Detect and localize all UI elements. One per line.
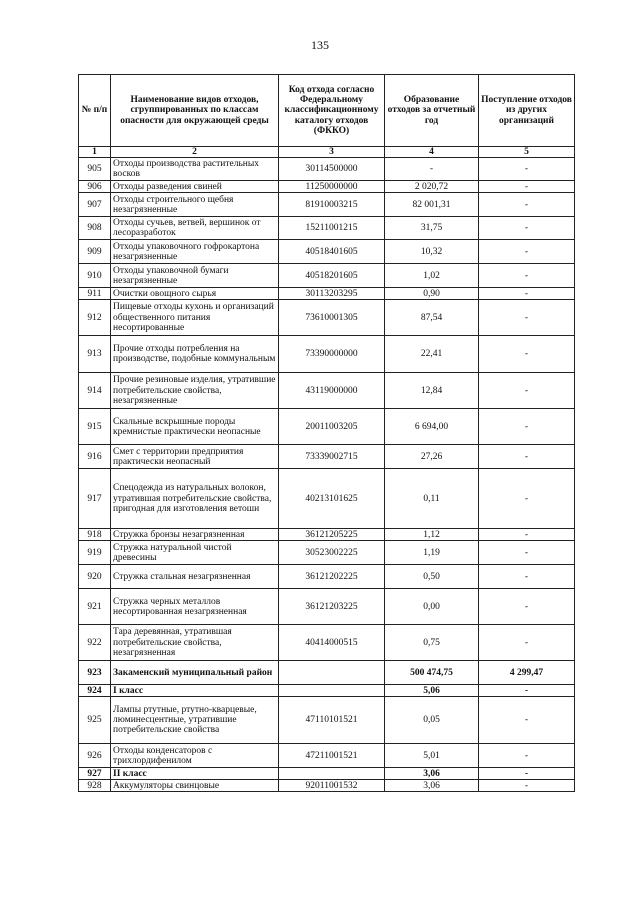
- table-row: [79, 697, 575, 744]
- row-number: 923: [79, 661, 111, 685]
- waste-name: Аккумуляторы свинцовые: [111, 780, 279, 792]
- waste-code: 40518201605: [279, 264, 385, 288]
- table-row: [79, 336, 575, 373]
- header-code: Код отхода согласно Федеральному классификационному каталогу отходов (ФККО): [279, 75, 385, 147]
- formed-amount: 0,11: [385, 469, 479, 529]
- row-number: 922: [79, 625, 111, 661]
- waste-name: Отходы строительного щебня незагрязненные: [111, 193, 279, 217]
- row-number: 907: [79, 193, 111, 217]
- row-number: 912: [79, 300, 111, 336]
- received-amount: -: [479, 158, 575, 181]
- waste-name: Тара деревянная, утратившая потребительские свойства, незагрязненная: [111, 625, 279, 661]
- header-received: Поступление отходов из других организаций: [479, 75, 575, 147]
- table-row: [79, 529, 575, 541]
- waste-code: 81910003215: [279, 193, 385, 217]
- waste-name: Закаменский муниципальный район: [111, 661, 279, 685]
- received-amount: -: [479, 529, 575, 541]
- waste-code: 40414000515: [279, 625, 385, 661]
- header-formed: Образование отходов за отчетный год: [385, 75, 479, 147]
- formed-amount: 12,84: [385, 373, 479, 409]
- waste-code: 73610001305: [279, 300, 385, 336]
- waste-name: Пищевые отходы кухонь и организаций общественного питания несортированные: [111, 300, 279, 336]
- waste-code: [279, 685, 385, 697]
- formed-amount: -: [385, 158, 479, 181]
- received-amount: -: [479, 300, 575, 336]
- waste-name: Стружка стальная незагрязненная: [111, 565, 279, 589]
- waste-code: 73390000000: [279, 336, 385, 373]
- waste-code: 30114500000: [279, 158, 385, 181]
- waste-code: 92011001532: [279, 780, 385, 792]
- formed-amount: 0,05: [385, 697, 479, 744]
- received-amount: -: [479, 780, 575, 792]
- table-row: [79, 181, 575, 193]
- waste-code: 40213101625: [279, 469, 385, 529]
- waste-code: 11250000000: [279, 181, 385, 193]
- waste-code: [279, 661, 385, 685]
- received-amount: -: [479, 193, 575, 217]
- waste-name: Очистки овощного сырья: [111, 288, 279, 300]
- table-row: [79, 625, 575, 661]
- row-number: 909: [79, 240, 111, 264]
- header-num: № п/п: [79, 75, 111, 147]
- waste-name: Отходы производства растительных восков: [111, 158, 279, 181]
- formed-amount: 5,01: [385, 744, 479, 768]
- waste-name: Отходы упаковочной бумаги незагрязненные: [111, 264, 279, 288]
- formed-amount: 1,19: [385, 541, 479, 565]
- waste-code: 36121203225: [279, 589, 385, 625]
- table-row: [79, 409, 575, 445]
- received-amount: -: [479, 409, 575, 445]
- page-number: 135: [311, 38, 329, 52]
- row-number: 917: [79, 469, 111, 529]
- received-amount: -: [479, 744, 575, 768]
- column-number: 1: [79, 147, 111, 158]
- waste-name: Стружка натуральной чистой древесины: [111, 541, 279, 565]
- column-number: 4: [385, 147, 479, 158]
- table-row: [79, 288, 575, 300]
- column-number: 5: [479, 147, 575, 158]
- received-amount: -: [479, 589, 575, 625]
- received-amount: -: [479, 217, 575, 240]
- row-number: 926: [79, 744, 111, 768]
- received-amount: -: [479, 685, 575, 697]
- received-amount: -: [479, 373, 575, 409]
- row-number: 915: [79, 409, 111, 445]
- formed-amount: 3,06: [385, 768, 479, 780]
- row-number: 913: [79, 336, 111, 373]
- formed-amount: 1,02: [385, 264, 479, 288]
- row-number: 908: [79, 217, 111, 240]
- row-number: 927: [79, 768, 111, 780]
- table-row: [79, 264, 575, 288]
- waste-code: 15211001215: [279, 217, 385, 240]
- received-amount: -: [479, 264, 575, 288]
- waste-name: Прочие резиновые изделия, утратившие потребительские свойства, незагрязненные: [111, 373, 279, 409]
- formed-amount: 6 694,00: [385, 409, 479, 445]
- waste-name: Отходы сучьев, ветвей, вершинок от лесоразработок: [111, 217, 279, 240]
- waste-name: Скальные вскрышные породы кремнистые практически неопасные: [111, 409, 279, 445]
- column-number: 3: [279, 147, 385, 158]
- row-number: 925: [79, 697, 111, 744]
- formed-amount: 87,54: [385, 300, 479, 336]
- waste-name: II класс: [111, 768, 279, 780]
- waste-name: Стружка черных металлов несортированная незагрязненная: [111, 589, 279, 625]
- waste-code: 43119000000: [279, 373, 385, 409]
- waste-name: Отходы упаковочного гофрокартона незагрязненные: [111, 240, 279, 264]
- formed-amount: 5,06: [385, 685, 479, 697]
- formed-amount: 500 474,75: [385, 661, 479, 685]
- received-amount: -: [479, 336, 575, 373]
- row-number: 918: [79, 529, 111, 541]
- waste-name: I класс: [111, 685, 279, 697]
- waste-name: Смет с территории предприятия практически неопасный: [111, 445, 279, 469]
- waste-code: 36121205225: [279, 529, 385, 541]
- table-row: [79, 300, 575, 336]
- table-row: [79, 469, 575, 529]
- row-number: 906: [79, 181, 111, 193]
- table-row: [79, 565, 575, 589]
- formed-amount: 0,75: [385, 625, 479, 661]
- formed-amount: 82 001,31: [385, 193, 479, 217]
- waste-code: 40518401605: [279, 240, 385, 264]
- table-row: [79, 768, 575, 780]
- waste-code: 30113203295: [279, 288, 385, 300]
- received-amount: -: [479, 768, 575, 780]
- row-number: 911: [79, 288, 111, 300]
- formed-amount: 10,32: [385, 240, 479, 264]
- column-number-row: [79, 147, 575, 158]
- header-row: [79, 75, 575, 147]
- table-row: [79, 685, 575, 697]
- row-number: 928: [79, 780, 111, 792]
- waste-name: Отходы конденсаторов с трихлордифенилом: [111, 744, 279, 768]
- received-amount: 4 299,47: [479, 661, 575, 685]
- header-name: Наименование видов отходов, сгруппированных по классам опасности для окружающей среды: [111, 75, 279, 147]
- formed-amount: 2 020,72: [385, 181, 479, 193]
- row-number: 916: [79, 445, 111, 469]
- waste-name: Стружка бронзы незагрязненная: [111, 529, 279, 541]
- row-number: 914: [79, 373, 111, 409]
- row-number: 924: [79, 685, 111, 697]
- received-amount: -: [479, 697, 575, 744]
- waste-table: [78, 74, 575, 792]
- formed-amount: 31,75: [385, 217, 479, 240]
- formed-amount: 0,90: [385, 288, 479, 300]
- waste-code: 30523002225: [279, 541, 385, 565]
- waste-code: 47211001521: [279, 744, 385, 768]
- waste-name: Спецодежда из натуральных волокон, утратившая потребительские свойства, пригодная для изготовления ветоши: [111, 469, 279, 529]
- formed-amount: 1,12: [385, 529, 479, 541]
- table-row: [79, 373, 575, 409]
- waste-code: 20011003205: [279, 409, 385, 445]
- table-row: [79, 240, 575, 264]
- waste-code: 36121202225: [279, 565, 385, 589]
- formed-amount: 27,26: [385, 445, 479, 469]
- table-row: [79, 193, 575, 217]
- table-row: [79, 158, 575, 181]
- received-amount: -: [479, 541, 575, 565]
- column-number: 2: [111, 147, 279, 158]
- table-row: [79, 445, 575, 469]
- table-row: [79, 541, 575, 565]
- formed-amount: 0,00: [385, 589, 479, 625]
- waste-name: Отходы разведения свиней: [111, 181, 279, 193]
- received-amount: -: [479, 445, 575, 469]
- row-number: 919: [79, 541, 111, 565]
- table-row: [79, 744, 575, 768]
- table-row: [79, 589, 575, 625]
- waste-name: Прочие отходы потребления на производстве, подобные коммунальным: [111, 336, 279, 373]
- row-number: 910: [79, 264, 111, 288]
- waste-code: [279, 768, 385, 780]
- received-amount: -: [479, 469, 575, 529]
- received-amount: -: [479, 288, 575, 300]
- row-number: 905: [79, 158, 111, 181]
- table-row: [79, 661, 575, 685]
- row-number: 921: [79, 589, 111, 625]
- formed-amount: 3,06: [385, 780, 479, 792]
- table-row: [79, 780, 575, 792]
- received-amount: -: [479, 240, 575, 264]
- waste-code: 73339002715: [279, 445, 385, 469]
- row-number: 920: [79, 565, 111, 589]
- formed-amount: 22,41: [385, 336, 479, 373]
- waste-code: 47110101521: [279, 697, 385, 744]
- waste-name: Лампы ртутные, ртутно-кварцевые, люминесцентные, утратившие потребительские свойства: [111, 697, 279, 744]
- table-row: [79, 217, 575, 240]
- table-body: [79, 158, 575, 792]
- received-amount: -: [479, 625, 575, 661]
- formed-amount: 0,50: [385, 565, 479, 589]
- received-amount: -: [479, 181, 575, 193]
- received-amount: -: [479, 565, 575, 589]
